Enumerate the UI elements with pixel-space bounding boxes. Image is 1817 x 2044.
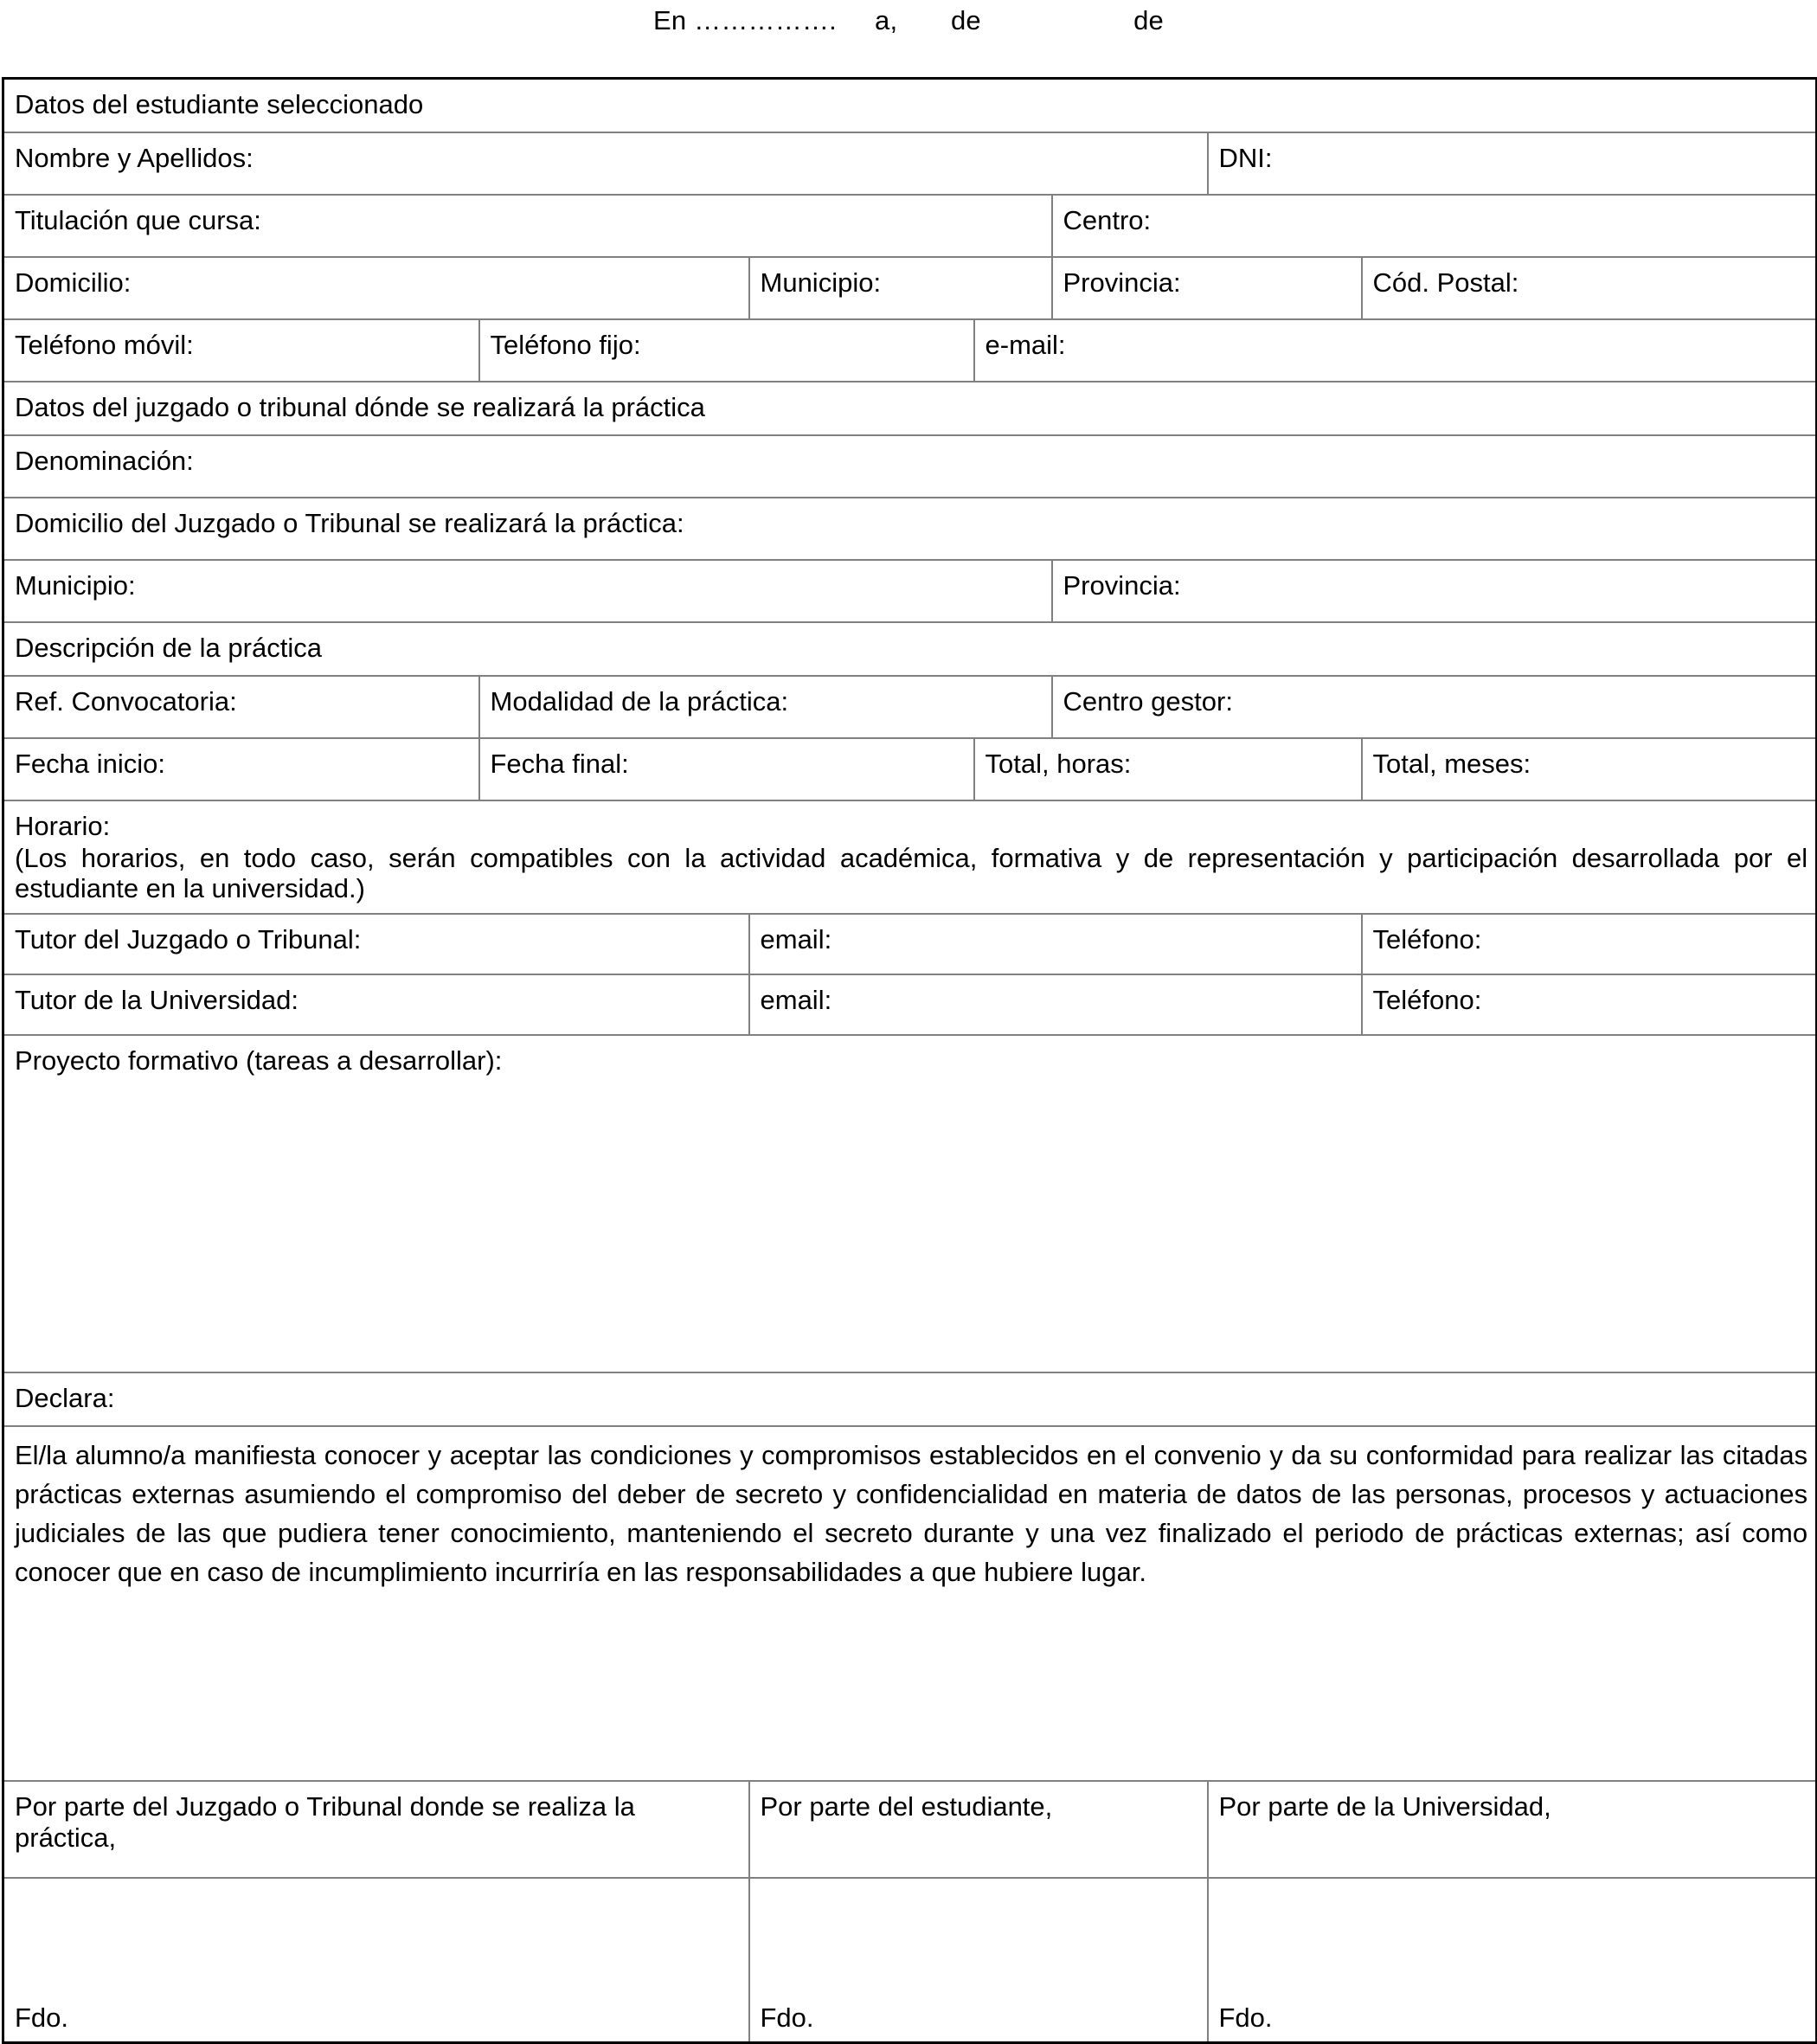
field-label-court-address[interactable]: Domicilio del Juzgado o Tribunal se realizará la práctica: (3, 498, 1817, 560)
row-address-municipality-province-postal (3, 257, 1817, 319)
practice-agreement-form (2, 77, 1817, 2044)
signature-label-university: Por parte de la Universidad, (1208, 1781, 1817, 1878)
field-label-center[interactable]: Centro: (1052, 195, 1817, 257)
field-label-start-date[interactable]: Fecha inicio: (3, 738, 479, 800)
field-label-total-months[interactable]: Total, meses: (1362, 738, 1817, 800)
row-schedule (3, 800, 1817, 915)
row-degree-center (3, 195, 1817, 257)
signature-box-university[interactable] (1208, 1878, 1817, 2042)
signature-box-court[interactable] (3, 1878, 749, 2042)
date-place-line: En ……………. a, de de (653, 5, 1164, 35)
row-signature-labels (3, 1781, 1817, 1878)
signature-label-court: Por parte del Juzgado o Tribunal donde se realiza la práctica, (3, 1781, 749, 1878)
field-label-training-project[interactable]: Proyecto formativo (tareas a desarrollar): (3, 1035, 1817, 1372)
signed-by-student: Fdo. (760, 2002, 814, 2033)
row-training-project (3, 1035, 1817, 1372)
row-court-denomination (3, 435, 1817, 498)
field-label-postal-code[interactable]: Cód. Postal: (1362, 257, 1817, 319)
row-court-municipality-province (3, 560, 1817, 622)
section-row-description (3, 622, 1817, 676)
row-declaration-text (3, 1426, 1817, 1781)
field-label-modality[interactable]: Modalidad de la práctica: (479, 676, 1052, 738)
declaration-text: El/la alumno/a manifiesta conocer y aceptar las condiciones y compromisos establecidos en el convenio y da su conformidad para realizar las citadas prácticas externas asumiendo el compromiso del deber de secreto y confidencialidad en materia de datos de las personas, procesos y actuaciones judiciales de las que pudiera tener conocimiento, manteniendo el secreto durante y una vez finalizado el periodo de prácticas externas; así como conocer que en caso de incumplimiento incurriría en las responsabilidades a que hubiere lugar. (15, 1440, 1808, 1588)
row-university-tutor (3, 974, 1817, 1035)
signature-label-student: Por parte del estudiante, (749, 1781, 1208, 1878)
field-label-court-denomination[interactable]: Denominación: (3, 435, 1817, 498)
field-label-university-tutor[interactable]: Tutor de la Universidad: (3, 974, 749, 1035)
row-court-address (3, 498, 1817, 560)
row-name-dni (3, 132, 1817, 195)
row-call-modality-center (3, 676, 1817, 738)
field-label-managing-center[interactable]: Centro gestor: (1052, 676, 1817, 738)
field-label-end-date[interactable]: Fecha final: (479, 738, 974, 800)
section-row-declare (3, 1372, 1817, 1426)
section-header-student: Datos del estudiante seleccionado (3, 79, 1817, 132)
field-label-court-tutor[interactable]: Tutor del Juzgado o Tribunal: (3, 914, 749, 974)
field-label-court-municipality[interactable]: Municipio: (3, 560, 1052, 622)
field-label-call-ref[interactable]: Ref. Convocatoria: (3, 676, 479, 738)
section-header-description: Descripción de la práctica (3, 622, 1817, 676)
declaration-body (3, 1426, 1817, 1781)
row-signature-boxes (3, 1878, 1817, 2042)
field-label-court-tutor-email[interactable]: email: (749, 914, 1362, 974)
field-label-email[interactable]: e-mail: (974, 319, 1817, 382)
field-label-schedule: Horario: (15, 810, 111, 841)
field-label-degree[interactable]: Titulación que cursa: (3, 195, 1052, 257)
field-label-name[interactable]: Nombre y Apellidos: (3, 132, 1208, 195)
signed-by-university: Fdo. (1218, 2002, 1273, 2033)
field-label-dni[interactable]: DNI: (1208, 132, 1817, 195)
section-row-court (3, 382, 1817, 435)
field-label-total-hours[interactable]: Total, horas: (974, 738, 1362, 800)
row-phones-email (3, 319, 1817, 382)
field-label-landline-phone[interactable]: Teléfono fijo: (479, 319, 974, 382)
row-dates-totals (3, 738, 1817, 800)
field-label-court-tutor-phone[interactable]: Teléfono: (1362, 914, 1817, 974)
field-label-address[interactable]: Domicilio: (3, 257, 749, 319)
signed-by-court: Fdo. (15, 2002, 69, 2033)
field-schedule[interactable] (3, 800, 1817, 915)
row-court-tutor (3, 914, 1817, 974)
field-label-province[interactable]: Provincia: (1052, 257, 1362, 319)
schedule-note-text: (Los horarios, en todo caso, serán compatibles con la actividad académica, formativa y de representación y participación desarrollada por el estudiante en la universidad.) (15, 842, 1808, 904)
section-header-declare: Declara: (3, 1372, 1817, 1426)
section-header-court: Datos del juzgado o tribunal dónde se realizará la práctica (3, 382, 1817, 435)
field-label-university-tutor-email[interactable]: email: (749, 974, 1362, 1035)
section-row-student (3, 79, 1817, 132)
field-label-mobile-phone[interactable]: Teléfono móvil: (3, 319, 479, 382)
signature-box-student[interactable] (749, 1878, 1208, 2042)
field-label-court-province[interactable]: Provincia: (1052, 560, 1817, 622)
field-label-municipality[interactable]: Municipio: (749, 257, 1052, 319)
field-label-university-tutor-phone[interactable]: Teléfono: (1362, 974, 1817, 1035)
